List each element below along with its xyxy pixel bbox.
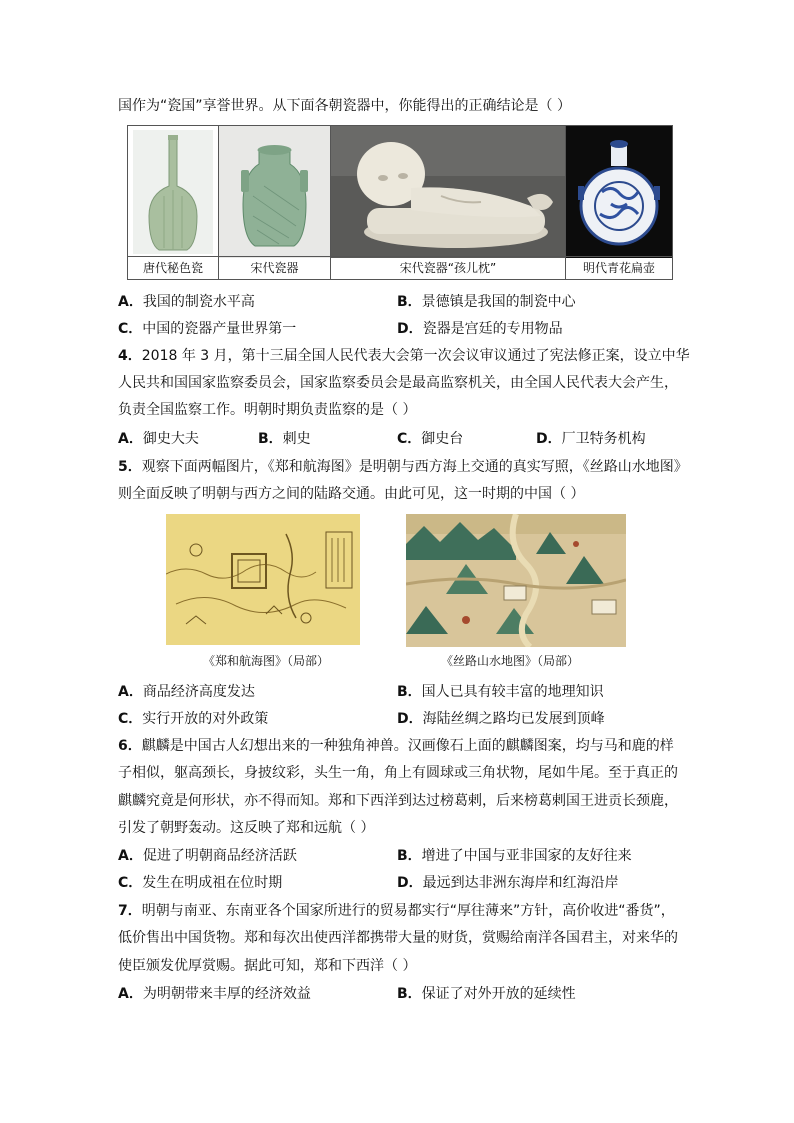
- option-label: D．: [397, 321, 423, 337]
- option-label: A．: [118, 986, 143, 1002]
- q7-line-2: 低价售出中国货物。郑和每次出使西洋都携带大量的财货，赏赐给南洋各国君主，对来华的: [118, 930, 678, 946]
- porcelain-cell-song: [219, 126, 331, 279]
- option-text: 刺史: [282, 431, 311, 447]
- q6-line-2: 子相似，躯高颈长，身披纹彩，头生一角，角上有圆球或三角状物，尾如牛尾。至于真正的: [118, 765, 678, 781]
- question-number: 6．: [118, 738, 142, 754]
- song-porcelain-vase-image: [219, 126, 330, 258]
- porcelain-cell-tang: [128, 126, 219, 279]
- option-text: 中国的瓷器产量世界第一: [142, 321, 297, 337]
- option-label: C．: [118, 711, 143, 727]
- q7-line-3: 使臣颁发优厚赏赐。据此可知，郑和下西洋（ ）: [118, 958, 417, 974]
- q4-option-c[interactable]: [397, 429, 463, 449]
- option-text: 瓷器是宫廷的专用物品: [422, 321, 563, 337]
- question-number: 4．: [118, 348, 142, 364]
- option-text: 御史台: [421, 431, 464, 447]
- porcelain-cell-pillow: [331, 126, 566, 279]
- option-text: 最远到达非洲东海岸和红海沿岸: [422, 875, 619, 891]
- option-label: A．: [118, 431, 143, 447]
- q6-line-3: 麒麟究竟是何形状，亦不得而知。郑和下西洋到达过榜葛剌，后来榜葛剌国王进贡长颈鹿，: [118, 793, 678, 809]
- option-text: 保证了对外开放的延续性: [421, 986, 576, 1002]
- option-label: B．: [397, 294, 422, 310]
- zheng-he-map-caption: 《郑和航海图》（局部）: [203, 654, 330, 668]
- option-text: 我国的制瓷水平高: [142, 294, 255, 310]
- q7-option-a[interactable]: [118, 984, 311, 1004]
- q4-line-3: 负责全国监察工作。明朝时期负责监察的是（ ）: [118, 402, 417, 418]
- q6-option-c[interactable]: [118, 873, 282, 893]
- ming-blue-white-flask-image: [566, 126, 672, 258]
- option-text: 国人已具有较丰富的地理知识: [421, 684, 604, 700]
- silk-road-landscape-map-image: [406, 514, 626, 647]
- q5-line-2: 则全面反映了明朝与西方之间的陆路交通。由此可见，这一时期的中国（ ）: [118, 486, 585, 502]
- q7-line-1: [118, 901, 675, 921]
- option-label: A．: [118, 684, 143, 700]
- tang-celadon-vase-image: [128, 126, 218, 258]
- option-label: B．: [397, 684, 422, 700]
- option-label: C．: [118, 875, 143, 891]
- q5-option-a[interactable]: [118, 682, 255, 702]
- option-label: C．: [118, 321, 143, 337]
- option-text: 商品经济高度发达: [142, 684, 255, 700]
- q3-option-b[interactable]: [397, 292, 576, 312]
- zheng-he-navigation-map-image: [166, 514, 360, 645]
- q4-option-b[interactable]: [258, 429, 311, 449]
- q6-option-b[interactable]: [397, 846, 632, 866]
- option-text: 实行开放的对外政策: [142, 711, 269, 727]
- caption-song-porcelain: 宋代瓷器: [219, 256, 330, 279]
- q6-line-4: 引发了朝野轰动。这反映了郑和远航（ ）: [118, 820, 375, 836]
- q6-text: 麒麟是中国古人幻想出来的一种独角神兽。汉画像石上面的麒麟图案，均与马和鹿的样: [141, 738, 674, 754]
- option-label: A．: [118, 294, 143, 310]
- option-label: B．: [397, 848, 422, 864]
- q5-line-1: [118, 457, 688, 477]
- q5-option-c[interactable]: [118, 709, 268, 729]
- option-text: 为明朝带来丰厚的经济效益: [142, 986, 311, 1002]
- q5-text: 观察下面两幅图片，《郑和航海图》是明朝与西方海上交通的真实写照，《丝路山水地图》: [141, 459, 688, 475]
- option-text: 海陆丝绸之路均已发展到顶峰: [422, 711, 605, 727]
- option-label: C．: [397, 431, 422, 447]
- option-text: 厂卫特务机构: [561, 431, 646, 447]
- q3-stem: 国作为“瓷国”享誉世界。从下面各朝瓷器中，你能得出的正确结论是（ ）: [118, 98, 571, 114]
- question-number: 5．: [118, 459, 142, 475]
- option-label: B．: [397, 986, 422, 1002]
- q7-option-b[interactable]: [397, 984, 576, 1004]
- caption-tang-celadon: 唐代秘色瓷: [128, 256, 218, 279]
- option-text: 御史大夫: [142, 431, 199, 447]
- child-pillow-image: [331, 126, 565, 258]
- silk-road-map-caption: 《丝路山水地图》（局部）: [441, 654, 580, 668]
- q5-option-d[interactable]: [397, 709, 605, 729]
- q4-option-a[interactable]: [118, 429, 199, 449]
- option-text: 发生在明成祖在位时期: [142, 875, 283, 891]
- q6-option-d[interactable]: [397, 873, 619, 893]
- option-label: A．: [118, 848, 143, 864]
- q4-line-2: 人民共和国国家监察委员会，国家监察委员会是最高监察机关，由全国人民代表大会产生，: [118, 375, 678, 391]
- option-text: 促进了明朝商品经济活跃: [142, 848, 297, 864]
- q4-option-d[interactable]: [536, 429, 646, 449]
- q3-option-d[interactable]: [397, 319, 563, 339]
- q6-option-a[interactable]: [118, 846, 297, 866]
- q6-line-1: [118, 736, 674, 756]
- q4-text: 2018 年 3 月，第十三届全国人民代表大会第一次会议审议通过了宪法修正案，设立中华: [141, 348, 690, 364]
- question-number: 7．: [118, 903, 142, 919]
- q3-option-a[interactable]: [118, 292, 255, 312]
- q5-option-b[interactable]: [397, 682, 604, 702]
- option-text: 增进了中国与亚非国家的友好往来: [421, 848, 632, 864]
- caption-ming-flask: 明代青花扁壶: [566, 256, 672, 279]
- porcelain-table: [127, 125, 673, 280]
- q4-line-1: [118, 346, 690, 366]
- q3-option-c[interactable]: [118, 319, 296, 339]
- option-text: 景德镇是我国的制瓷中心: [421, 294, 576, 310]
- option-label: D．: [397, 711, 423, 727]
- caption-child-pillow: 宋代瓷器“孩儿枕”: [331, 256, 565, 279]
- porcelain-cell-ming: [566, 126, 672, 279]
- option-label: D．: [397, 875, 423, 891]
- q7-text: 明朝与南亚、东南亚各个国家所进行的贸易都实行“厚往薄来”方针，高价收进“番货”，: [141, 903, 675, 919]
- option-label: B．: [258, 431, 283, 447]
- option-label: D．: [536, 431, 562, 447]
